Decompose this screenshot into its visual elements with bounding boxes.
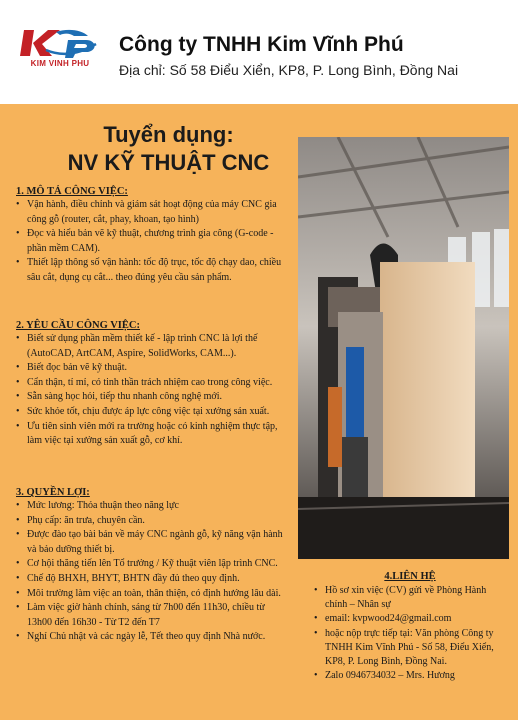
section-job-description xyxy=(16,186,292,286)
list-item: • Mức lương: Thỏa thuận theo năng lực xyxy=(16,499,292,514)
heading-position: NV KỸ THUẬT CNC xyxy=(67,150,270,175)
contact-address: • hoặc nộp trực tiếp tại: Văn phòng Công ty TNHH Kim Vĩnh Phú - Số 58, Điểu Xiển, KP8, P. Long Bình, Đồng Nai. xyxy=(314,627,506,670)
list-item: • Làm việc giờ hành chính, sáng từ 7h00 đến 11h30, chiều từ 13h00 đến 16h30 - Từ T2 đến T7 xyxy=(16,601,292,630)
list-item: • Sẵn sàng học hỏi, tiếp thu nhanh công nghệ mới. xyxy=(16,390,292,405)
section-title: 1. MÔ TẢ CÔNG VIỆC: xyxy=(16,186,128,197)
list-item: • Ưu tiên sinh viên mới ra trường hoặc có kinh nghiệm thực tập, làm việc tại xưởng sản xuất gỗ, cơ khí. xyxy=(16,420,292,449)
list-item: • Được đào tạo bài bản về máy CNC ngành gỗ, kỹ năng vận hành và bảo dưỡng thiết bị. xyxy=(16,528,292,557)
list-item: • Phụ cấp: ăn trưa, chuyên cần. xyxy=(16,514,292,529)
heading-recruitment: Tuyển dụng: xyxy=(103,122,234,147)
list-item: • Biết đọc bản vẽ kỹ thuật. xyxy=(16,361,292,376)
list-item: • Nghỉ Chủ nhật và các ngày lễ, Tết theo quy định Nhà nước. xyxy=(16,630,292,645)
list-item: • Môi trường làm việc an toàn, thân thiện, có định hướng lâu dài. xyxy=(16,587,292,602)
list-item: • Cẩn thận, tỉ mỉ, có tinh thần trách nhiệm cao trong công việc. xyxy=(16,376,292,391)
list-item: • Chế độ BHXH, BHYT, BHTN đầy đủ theo quy định. xyxy=(16,572,292,587)
logo-mark-icon xyxy=(16,26,104,60)
header-bar xyxy=(0,0,518,104)
contact-email[interactable]: • email: kvpwood24@gmail.com xyxy=(314,612,506,626)
list-item: • Cơ hội thăng tiến lên Tổ trưởng / Kỹ thuật viên lập trình CNC. xyxy=(16,557,292,572)
section-benefits xyxy=(16,487,292,645)
list-item: • Biết sử dụng phần mềm thiết kế - lập trình CNC là lợi thế (AutoCAD, ArtCAM, Aspire, SolidWorks, CAM...). xyxy=(16,332,292,361)
logo-subtitle: KIM VINH PHU xyxy=(30,59,90,68)
section-contact xyxy=(314,571,506,683)
company-name: Công ty TNHH Kim Vĩnh Phú xyxy=(119,33,404,56)
section-job-requirements xyxy=(16,320,292,449)
list-item: • Thiết lập thông số vận hành: tốc độ trục, tốc độ chạy dao, chiều sâu cắt, dụng cụ cắt... theo đúng yêu cầu sản phẩm. xyxy=(16,256,292,285)
list-item: • Sức khỏe tốt, chịu được áp lực công việc tại xưởng sản xuất. xyxy=(16,405,292,420)
section-title: 3. QUYỀN LỢI: xyxy=(16,487,90,498)
section-title: 2. YÊU CẦU CÔNG VIỆC: xyxy=(16,320,140,331)
list-item: • Đọc và hiểu bản vẽ kỹ thuật, chương trình gia công (G-code - phần mềm CAM). xyxy=(16,227,292,256)
section-title: 4.LIÊN HỆ xyxy=(384,571,436,582)
list-item: • Vận hành, điều chỉnh và giám sát hoạt động của máy CNC gia công gỗ (router, cắt, phay, khoan, tạo hình) xyxy=(16,198,292,227)
contact-zalo: • Zalo 0946734032 – Mrs. Hương xyxy=(314,669,506,683)
cnc-machine-photo xyxy=(298,137,509,559)
company-address: Địa chỉ: Số 58 Điểu Xiển, KP8, P. Long Bình, Đồng Nai xyxy=(119,62,459,78)
contact-cv-item: • Hồ sơ xin việc (CV) gửi về Phòng Hành chính – Nhân sự xyxy=(314,584,506,612)
